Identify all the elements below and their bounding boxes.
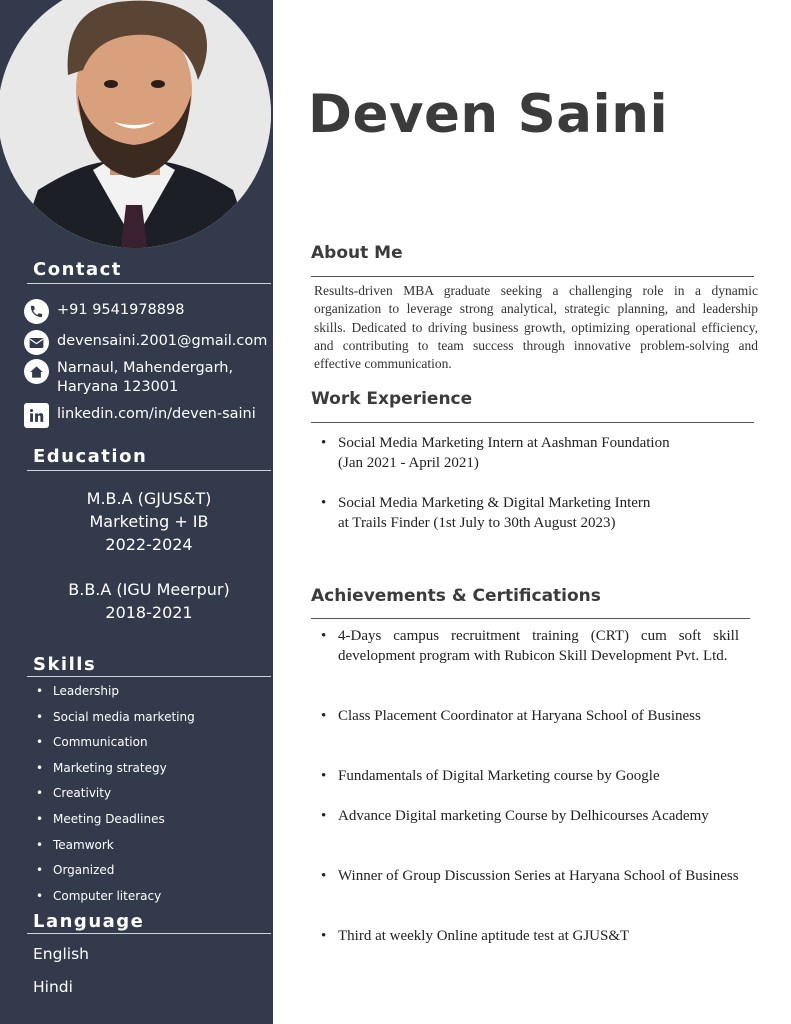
bba-years: 2018-2021	[105, 603, 193, 622]
address-line-1: Narnaul, Mahendergarh,	[57, 360, 234, 376]
achievement-item: • Third at weekly Online aptitude test at GJUS&T	[321, 926, 739, 946]
mba-specialization: Marketing + IB	[89, 512, 209, 531]
linkedin-url: linkedin.com/in/deven-saini	[57, 406, 256, 422]
about-text: Results-driven MBA graduate seeking a challenging role in a dynamic organization to leverage strong analytical, strategic planning, and leadership skills. Dedicated to driving business growth, optimizing operational efficiency, and contributing to team success through innovative problem-solving and effective communication.	[314, 283, 758, 372]
work-dates: (Jan 2021 - April 2021)	[338, 455, 479, 471]
contact-divider	[27, 283, 271, 284]
bba-degree: B.B.A (IGU Meerpur)	[68, 580, 230, 599]
phone-number: +91 9541978898	[57, 302, 185, 318]
achievement-text: Class Placement Coordinator at Haryana School of Business	[338, 708, 701, 724]
about-heading: About Me	[311, 243, 403, 263]
contact-address	[24, 359, 272, 397]
contact-linkedin	[24, 403, 272, 428]
skill-item: • Communication	[36, 731, 195, 757]
email-address: devensaini.2001@gmail.com	[57, 333, 268, 349]
work-title: Social Media Marketing Intern at Aashman Foundation	[338, 435, 670, 451]
skills-list	[36, 680, 195, 910]
language-divider	[27, 933, 271, 934]
achievement-text: Advance Digital marketing Course by Delhicourses Academy	[338, 808, 709, 824]
address-line-2: Haryana 123001	[57, 379, 179, 395]
achievements-heading: Achievements & Certifications	[311, 586, 601, 606]
achievement-text: Winner of Group Discussion Series at Haryana School of Business	[338, 868, 739, 884]
achievement-item: • 4-Days campus recruitment training (CRT) cum soft skill development program with Rubicon Skill Development Pvt. Ltd.	[321, 628, 739, 664]
skill-item: • Teamwork	[36, 834, 195, 860]
skills-heading: Skills	[33, 654, 97, 675]
mail-icon	[24, 330, 49, 355]
achievement-item: • Fundamentals of Digital Marketing course by Google	[321, 766, 739, 786]
achievement-item: • Winner of Group Discussion Series at Haryana School of Business	[321, 868, 739, 884]
education-divider	[27, 470, 271, 471]
language-heading: Language	[33, 911, 145, 932]
language-item: Hindi	[33, 978, 73, 996]
achievements-divider	[311, 618, 750, 619]
education-mba	[27, 487, 271, 556]
home-icon	[24, 359, 49, 384]
achievement-text: Fundamentals of Digital Marketing course by Google	[338, 768, 660, 784]
education-heading: Education	[33, 446, 148, 467]
skill-item: • Computer literacy	[36, 885, 195, 911]
skill-item: • Organized	[36, 859, 195, 885]
skills-divider	[27, 676, 271, 677]
phone-icon	[24, 299, 49, 324]
contact-heading: Contact	[33, 259, 122, 280]
work-title: Social Media Marketing & Digital Marketing Intern	[338, 495, 651, 511]
achievement-text: 4-Days campus recruitment training (CRT) cum soft skill development program with Rubicon Skill Development Pvt. Ltd.	[338, 628, 739, 664]
mba-years: 2022-2024	[105, 535, 193, 554]
profile-photo	[0, 0, 271, 248]
work-dates: at Trails Finder (1st July to 30th August 2023)	[338, 515, 616, 531]
work-heading: Work Experience	[311, 389, 473, 409]
work-divider	[311, 422, 754, 423]
language-item: English	[33, 945, 89, 963]
skill-item: • Marketing strategy	[36, 757, 195, 783]
work-item: • Social Media Marketing & Digital Marketing Intern at Trails Finder (1st July to 30th August 2023)	[321, 493, 739, 533]
linkedin-icon	[24, 403, 49, 428]
address	[57, 359, 233, 397]
work-item: • Social Media Marketing Intern at Aashman Foundation (Jan 2021 - April 2021)	[321, 433, 739, 473]
achievement-text: Third at weekly Online aptitude test at GJUS&T	[338, 928, 630, 944]
achievement-item: • Class Placement Coordinator at Haryana School of Business	[321, 706, 739, 726]
sidebar	[0, 0, 273, 1024]
skill-item: • Leadership	[36, 680, 195, 706]
skill-item: • Meeting Deadlines	[36, 808, 195, 834]
skill-item: • Creativity	[36, 782, 195, 808]
education-bba	[27, 578, 271, 624]
contact-email	[24, 330, 272, 355]
mba-degree: M.B.A (GJUS&T)	[86, 489, 212, 508]
contact-phone	[24, 299, 272, 324]
candidate-name: Deven Saini	[308, 84, 669, 145]
achievement-item: • Advance Digital marketing Course by Delhicourses Academy	[321, 806, 739, 826]
skill-item: • Social media marketing	[36, 706, 195, 732]
about-divider	[311, 276, 754, 277]
